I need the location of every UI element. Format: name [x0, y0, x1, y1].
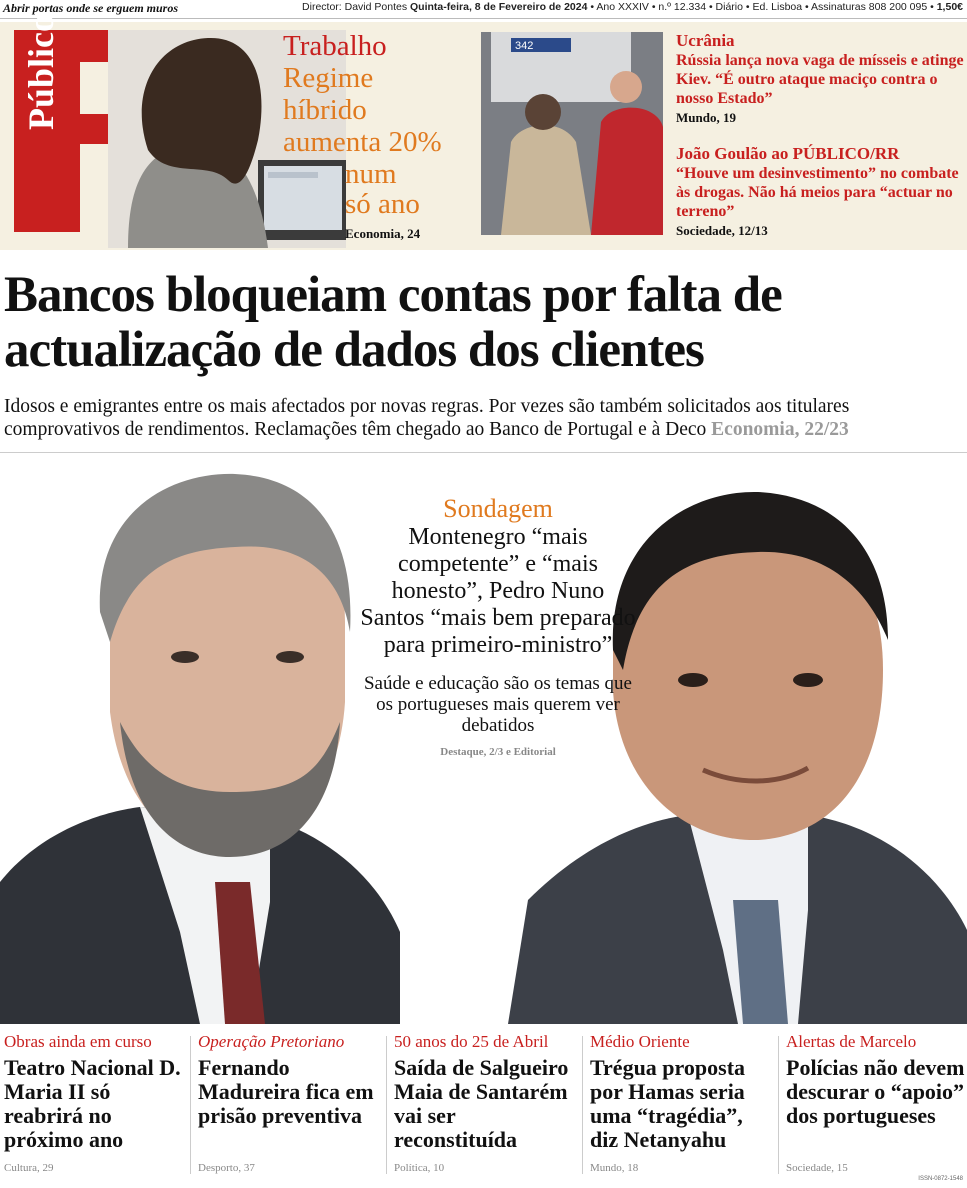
price: 1,50€ — [936, 1, 963, 13]
photo-ukraine-rescue[interactable] — [481, 32, 663, 235]
goulao-ref: Sociedade, 12/13 — [676, 223, 768, 238]
top-bar — [0, 0, 967, 19]
column-divider — [386, 1036, 387, 1174]
ucrania-kicker: Ucrânia — [676, 31, 735, 50]
bottom-teaser-ref: Sociedade, 15 — [786, 1162, 848, 1174]
sondagem-kicker: Sondagem — [443, 494, 553, 523]
trabalho-line5: só ano — [345, 188, 420, 220]
ucrania-text: Rússia lança nova vaga de mísseis e atinge Kiev. “É outro ataque maciço contra o nosso Estado” — [676, 52, 964, 107]
trabalho-line1: Regime — [283, 62, 374, 94]
bottom-teaser-ref: Política, 10 — [394, 1162, 445, 1174]
goulao-teaser[interactable] — [676, 144, 964, 239]
trabalho-teaser[interactable] — [283, 30, 442, 250]
lead-ref: Economia, 22/23 — [711, 419, 849, 440]
bottom-teaser-5[interactable] — [782, 1032, 966, 1182]
trabalho-kicker: Trabalho — [283, 30, 387, 62]
bottom-teaser-kicker: 50 anos do 25 de Abril — [394, 1032, 549, 1051]
bottom-teaser-1[interactable] — [0, 1032, 189, 1182]
bottom-teaser-kicker: Alertas de Marcelo — [786, 1032, 917, 1051]
lead-standfirst-text: Idosos e emigrantes entre os mais afectados por novas regras. Por vezes são também solicitados aos titulares comprovativos de rendimentos. Reclamações têm chegado ao Banco de Portugal e à Deco — [4, 396, 850, 440]
bottom-teaser-kicker: Operação Pretoriano — [198, 1032, 345, 1051]
bottom-teaser-title: Teatro Nacional D. Maria II só reabrirá no próximo ano — [4, 1055, 181, 1152]
bottom-teaser-title: Fernando Madureira fica em prisão preventiva — [198, 1055, 374, 1128]
bottom-teaser-3[interactable] — [390, 1032, 580, 1182]
goulao-text: “Houve um desinvestimento” no combate às drogas. Não há meios para “actuar no terreno” — [676, 165, 959, 220]
bottom-teaser-title: Polícias não devem descurar o “apoio” dos portugueses — [786, 1055, 965, 1128]
goulao-kicker: João Goulão ao PÚBLICO/RR — [676, 144, 900, 163]
issue-info: • Ano XXXIV • n.º 12.334 • Diário • Ed. Lisboa • Assinaturas 808 200 095 • — [590, 1, 934, 13]
sondagem-quote: Montenegro “mais competente” e “mais honesto”, Pedro Nuno Santos “mais bem preparado para primeiro-ministro” — [360, 524, 636, 658]
lead-headline[interactable]: Bancos bloqueiam contas por falta de actualização de dados dos clientes — [4, 267, 782, 378]
trabalho-line3: aumenta 20% — [283, 126, 442, 158]
ucrania-ref: Mundo, 19 — [676, 110, 736, 125]
sondagem-ref: Destaque, 2/3 e Editorial — [440, 746, 556, 758]
issn: ISSN-0872-1548 — [918, 1176, 963, 1182]
logo-wordmark: Público — [21, 13, 61, 130]
issue-meta — [302, 1, 963, 13]
bottom-teaser-4[interactable] — [586, 1032, 776, 1182]
bottom-teaser-title: Trégua proposta por Hamas seria uma “tragédia”, diz Netanyahu — [590, 1055, 746, 1152]
sondagem-block[interactable] — [360, 494, 636, 758]
sondagem-sub: Saúde e educação são os temas que os portugueses mais querem ver debatidos — [363, 673, 632, 736]
bottom-teaser-kicker: Médio Oriente — [590, 1032, 690, 1051]
bottom-teaser-2[interactable] — [194, 1032, 384, 1182]
trabalho-ref: Economia, 24 — [345, 226, 421, 241]
lead-standfirst — [4, 395, 964, 441]
bottom-teasers — [0, 1032, 967, 1182]
issue-date: Quinta-feira, 8 de Fevereiro de 2024 — [410, 1, 588, 13]
bottom-teaser-ref: Cultura, 29 — [4, 1162, 54, 1174]
bottom-teaser-kicker: Obras ainda em curso — [4, 1032, 152, 1051]
bottom-teaser-ref: Desporto, 37 — [198, 1162, 255, 1174]
ucrania-teaser[interactable] — [676, 31, 964, 126]
column-divider — [190, 1036, 191, 1174]
divider — [0, 452, 967, 453]
bottom-teaser-ref: Mundo, 18 — [590, 1162, 639, 1174]
trabalho-line2: híbrido — [283, 94, 367, 126]
bottom-teaser-title: Saída de Salgueiro Maia de Santarém vai ser reconstituída — [394, 1055, 569, 1152]
column-divider — [778, 1036, 779, 1174]
director: Director: David Pontes — [302, 1, 408, 13]
portrait-pedro-nuno-santos[interactable] — [0, 462, 400, 1024]
trabalho-line4: num — [345, 158, 397, 190]
ambulance-number: 342 — [515, 40, 534, 52]
column-divider — [582, 1036, 583, 1174]
slogan: Abrir portas onde se erguem muros — [3, 1, 179, 15]
